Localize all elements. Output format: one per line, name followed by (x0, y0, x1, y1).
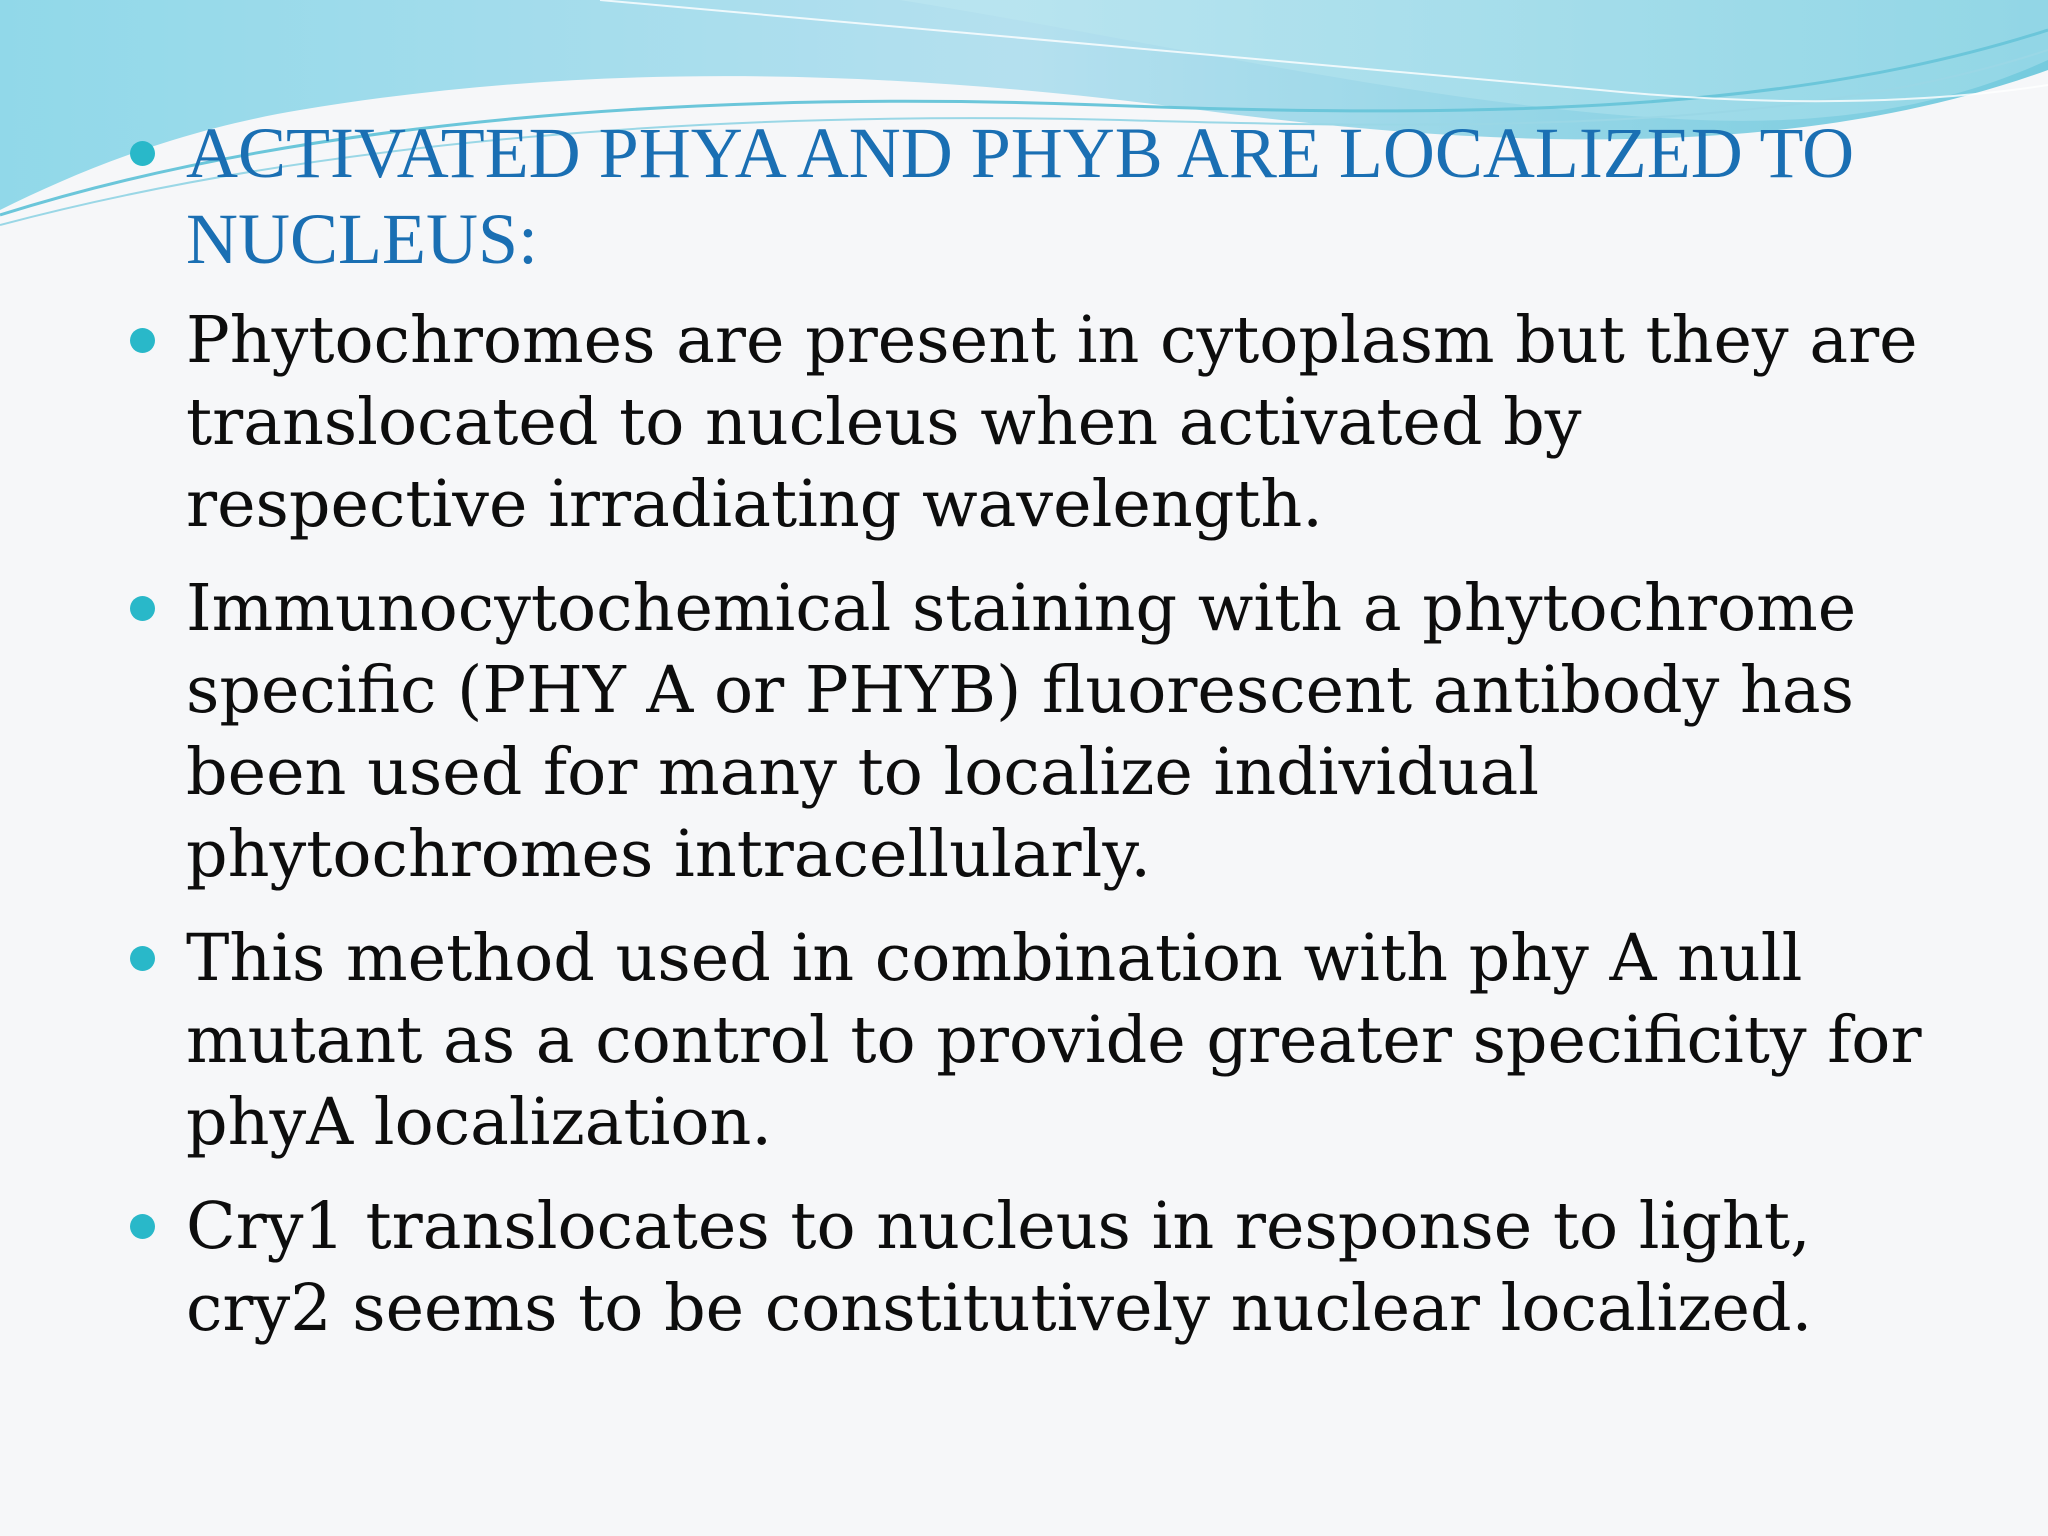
bullet-item (128, 1186, 1928, 1350)
bullet-heading (128, 110, 1928, 282)
bullet-text: Phytochromes are present in cytoplasm but they are translocated to nucleus when activated by respective irradiating wavelength. (186, 303, 1918, 542)
bullet-item (128, 300, 1928, 546)
bullet-dot-icon (130, 141, 155, 166)
bullet-list (128, 110, 1928, 1372)
bullet-text: ACTIVATED PHYA AND PHYB ARE LOCALIZED TO NUCLEUS: (186, 113, 1855, 279)
bullet-text: Immunocytochemical staining with a phytochrome specific (PHY A or PHYB) fluorescent antibody has been used for many to localize individual phytochromes intracellularly. (186, 571, 1857, 892)
bullet-dot-icon (130, 328, 155, 353)
bullet-item (128, 568, 1928, 896)
bullet-dot-icon (130, 596, 155, 621)
bullet-dot-icon (130, 946, 155, 971)
bullet-text: This method used in combination with phy A null mutant as a control to provide greater specificity for phyA localization. (186, 921, 1922, 1160)
bullet-text: Cry1 translocates to nucleus in response to light, cry2 seems to be constitutively nuclear localized. (186, 1189, 1813, 1346)
bullet-item (128, 918, 1928, 1164)
bullet-dot-icon (130, 1214, 155, 1239)
